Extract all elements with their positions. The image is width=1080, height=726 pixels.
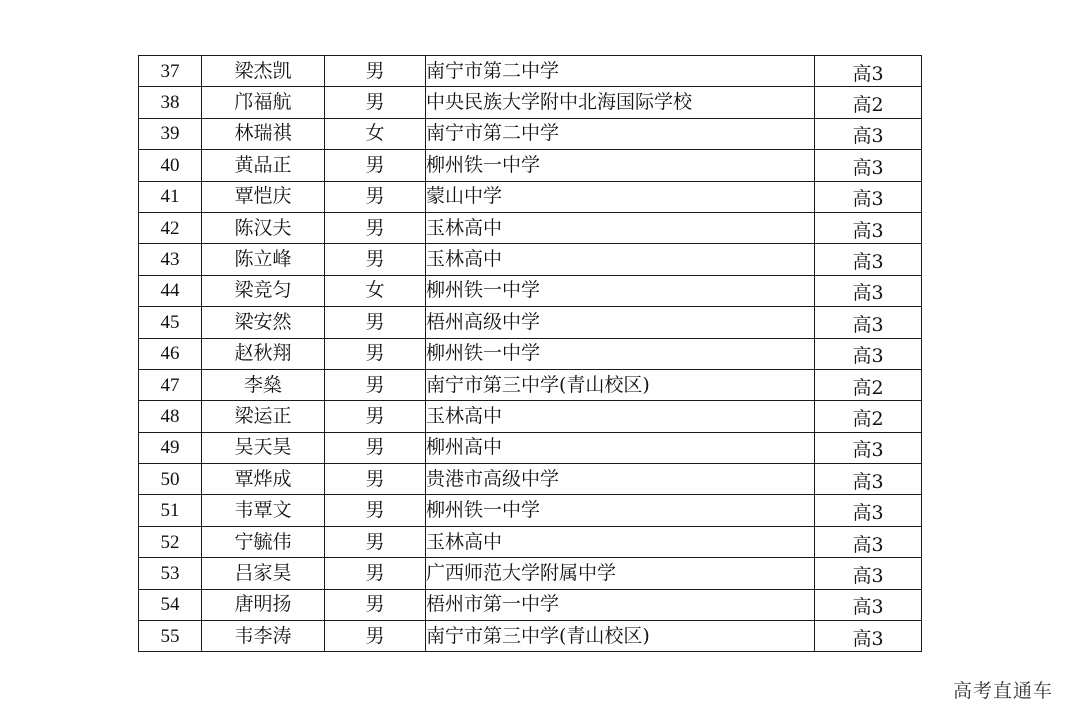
table-row: [139, 369, 922, 400]
school-text: 南宁市第三中学(青山校区): [426, 373, 650, 396]
row-number-text: 43: [160, 249, 180, 271]
student-name-cell: [202, 401, 325, 432]
grade-cell: [815, 369, 922, 400]
row-number-cell: [139, 307, 202, 338]
row-number-text: 39: [160, 123, 180, 145]
school-text: 梧州高级中学: [426, 310, 541, 333]
grade-text: 高2: [852, 407, 884, 430]
row-number-cell: [139, 369, 202, 400]
gender-cell: [325, 401, 426, 432]
student-name-text: 林瑞祺: [234, 122, 292, 145]
student-name-cell: [202, 369, 325, 400]
school-cell: [426, 118, 815, 149]
row-number-text: 38: [160, 92, 180, 114]
school-text: 中央民族大学附中北海国际学校: [426, 91, 693, 114]
grade-text: 高3: [852, 251, 884, 274]
student-name-text: 黄品正: [234, 153, 292, 176]
gender-text: 男: [365, 342, 385, 365]
grade-cell: [815, 495, 922, 526]
grade-text: 高3: [852, 125, 884, 148]
grade-cell: [815, 307, 922, 338]
watermark-label: 高考直通车: [952, 680, 1053, 702]
gender-cell: [325, 181, 426, 212]
student-name-cell: [202, 338, 325, 369]
row-number-text: 44: [160, 280, 180, 302]
grade-cell: [815, 56, 922, 87]
row-number-cell: [139, 621, 202, 652]
school-cell: [426, 589, 815, 620]
student-name-cell: [202, 212, 325, 243]
school-text: 蒙山中学: [426, 185, 503, 208]
student-name-text: 陈立峰: [234, 248, 292, 271]
student-name-cell: [202, 495, 325, 526]
grade-text: 高3: [852, 564, 884, 587]
school-cell: [426, 495, 815, 526]
school-text: 南宁市第二中学: [426, 122, 560, 145]
table-row: [139, 244, 922, 275]
student-name-text: 邝福航: [234, 91, 292, 114]
grade-text: 高3: [852, 219, 884, 242]
row-number-text: 55: [160, 625, 180, 647]
gender-cell: [325, 589, 426, 620]
row-number-text: 50: [160, 468, 180, 490]
gender-cell: [325, 275, 426, 306]
school-text: 玉林高中: [426, 216, 503, 239]
student-name-cell: [202, 558, 325, 589]
table-row: [139, 307, 922, 338]
gender-text: 女: [365, 122, 385, 145]
gender-text: 男: [365, 91, 385, 114]
row-number-text: 53: [160, 562, 180, 584]
grade-text: 高3: [852, 345, 884, 368]
school-text: 贵港市高级中学: [426, 467, 560, 490]
gender-cell: [325, 338, 426, 369]
row-number-text: 48: [160, 405, 180, 427]
table-row: [139, 495, 922, 526]
table-row: [139, 589, 922, 620]
row-number-cell: [139, 56, 202, 87]
gender-text: 男: [365, 593, 385, 616]
gender-cell: [325, 244, 426, 275]
school-cell: [426, 244, 815, 275]
grade-text: 高3: [852, 156, 884, 179]
gender-text: 男: [365, 248, 385, 271]
gender-cell: [325, 432, 426, 463]
school-cell: [426, 338, 815, 369]
gender-text: 女: [365, 279, 385, 302]
school-cell: [426, 558, 815, 589]
school-text: 柳州铁一中学: [426, 499, 541, 522]
school-text: 广西师范大学附属中学: [426, 561, 617, 584]
student-name-cell: [202, 87, 325, 118]
gender-cell: [325, 464, 426, 495]
grade-text: 高3: [852, 62, 884, 85]
grade-cell: [815, 87, 922, 118]
student-name-cell: [202, 432, 325, 463]
table-row: [139, 401, 922, 432]
gender-cell: [325, 558, 426, 589]
school-text: 玉林高中: [426, 404, 503, 427]
student-name-text: 唐明扬: [234, 593, 292, 616]
grade-cell: [815, 118, 922, 149]
student-name-text: 梁运正: [234, 404, 292, 427]
school-text: 玉林高中: [426, 248, 503, 271]
table-row: [139, 621, 922, 652]
row-number-text: 41: [160, 186, 180, 208]
grade-cell: [815, 464, 922, 495]
student-name-text: 梁安然: [234, 310, 292, 333]
grade-text: 高2: [852, 376, 884, 399]
school-cell: [426, 621, 815, 652]
table-row: [139, 526, 922, 557]
grade-text: 高3: [852, 627, 884, 650]
school-text: 玉林高中: [426, 530, 503, 553]
table-row: [139, 464, 922, 495]
student-name-text: 赵秋翔: [234, 342, 292, 365]
grade-text: 高2: [852, 94, 884, 117]
grade-cell: [815, 589, 922, 620]
table-row: [139, 558, 922, 589]
student-name-cell: [202, 150, 325, 181]
school-text: 柳州高中: [426, 436, 503, 459]
row-number-text: 52: [160, 531, 180, 553]
student-name-text: 吴天昊: [234, 436, 292, 459]
school-text: 柳州铁一中学: [426, 153, 541, 176]
student-name-text: 梁杰凯: [234, 59, 292, 82]
gender-text: 男: [365, 499, 385, 522]
row-number-cell: [139, 244, 202, 275]
gender-cell: [325, 212, 426, 243]
student-name-cell: [202, 275, 325, 306]
row-number-text: 46: [160, 343, 180, 365]
student-name-cell: [202, 589, 325, 620]
school-text: 南宁市第二中学: [426, 59, 560, 82]
gender-cell: [325, 526, 426, 557]
gender-text: 男: [365, 561, 385, 584]
grade-cell: [815, 432, 922, 463]
student-name-text: 梁竞匀: [234, 279, 292, 302]
gender-text: 男: [365, 59, 385, 82]
grade-cell: [815, 212, 922, 243]
row-number-cell: [139, 338, 202, 369]
gender-cell: [325, 495, 426, 526]
school-cell: [426, 432, 815, 463]
gender-cell: [325, 307, 426, 338]
school-text: 柳州铁一中学: [426, 279, 541, 302]
row-number-cell: [139, 118, 202, 149]
school-text: 梧州市第一中学: [426, 593, 560, 616]
student-name-cell: [202, 307, 325, 338]
student-roster-table: [138, 55, 922, 652]
school-cell: [426, 150, 815, 181]
gender-cell: [325, 56, 426, 87]
student-name-cell: [202, 464, 325, 495]
table-row: [139, 432, 922, 463]
row-number-cell: [139, 464, 202, 495]
row-number-text: 54: [160, 594, 180, 616]
student-name-cell: [202, 526, 325, 557]
grade-cell: [815, 621, 922, 652]
school-cell: [426, 526, 815, 557]
row-number-text: 45: [160, 311, 180, 333]
row-number-cell: [139, 150, 202, 181]
school-cell: [426, 275, 815, 306]
grade-cell: [815, 244, 922, 275]
row-number-cell: [139, 558, 202, 589]
gender-text: 男: [365, 467, 385, 490]
gender-cell: [325, 118, 426, 149]
gender-text: 男: [365, 530, 385, 553]
grade-cell: [815, 558, 922, 589]
school-cell: [426, 56, 815, 87]
row-number-text: 37: [160, 60, 180, 82]
row-number-cell: [139, 275, 202, 306]
gender-cell: [325, 87, 426, 118]
row-number-text: 40: [160, 154, 180, 176]
table-row: [139, 87, 922, 118]
school-cell: [426, 212, 815, 243]
table-row: [139, 56, 922, 87]
row-number-text: 49: [160, 437, 180, 459]
student-name-text: 韦李涛: [234, 624, 292, 647]
row-number-text: 42: [160, 217, 180, 239]
grade-cell: [815, 275, 922, 306]
row-number-cell: [139, 589, 202, 620]
table-row: [139, 118, 922, 149]
grade-text: 高3: [852, 188, 884, 211]
grade-cell: [815, 401, 922, 432]
grade-text: 高3: [852, 313, 884, 336]
table-row: [139, 275, 922, 306]
row-number-cell: [139, 401, 202, 432]
row-number-cell: [139, 432, 202, 463]
row-number-text: 47: [160, 374, 180, 396]
grade-text: 高3: [852, 596, 884, 619]
roster-sheet: [138, 55, 918, 652]
student-name-cell: [202, 118, 325, 149]
gender-cell: [325, 621, 426, 652]
school-cell: [426, 401, 815, 432]
gender-cell: [325, 369, 426, 400]
student-name-cell: [202, 56, 325, 87]
gender-text: 男: [365, 436, 385, 459]
row-number-cell: [139, 181, 202, 212]
gender-text: 男: [365, 624, 385, 647]
school-cell: [426, 307, 815, 338]
grade-text: 高3: [852, 439, 884, 462]
student-name-text: 吕家昊: [234, 561, 292, 584]
gender-text: 男: [365, 216, 385, 239]
student-name-text: 覃烨成: [234, 467, 292, 490]
student-name-text: 覃恺庆: [234, 185, 292, 208]
row-number-text: 51: [160, 500, 180, 522]
row-number-cell: [139, 495, 202, 526]
row-number-cell: [139, 212, 202, 243]
table-row: [139, 150, 922, 181]
school-cell: [426, 181, 815, 212]
gender-text: 男: [365, 310, 385, 333]
grade-text: 高3: [852, 470, 884, 493]
roster-body: [139, 56, 922, 652]
row-number-cell: [139, 87, 202, 118]
student-name-cell: [202, 621, 325, 652]
student-name-cell: [202, 244, 325, 275]
school-text: 柳州铁一中学: [426, 342, 541, 365]
table-row: [139, 212, 922, 243]
school-cell: [426, 464, 815, 495]
student-name-text: 韦覃文: [234, 499, 292, 522]
student-name-text: 李燊: [243, 373, 282, 396]
student-name-text: 宁毓伟: [234, 530, 292, 553]
school-cell: [426, 369, 815, 400]
grade-cell: [815, 338, 922, 369]
table-row: [139, 181, 922, 212]
grade-cell: [815, 150, 922, 181]
gender-cell: [325, 150, 426, 181]
school-cell: [426, 87, 815, 118]
gender-text: 男: [365, 185, 385, 208]
student-name-text: 陈汉夫: [234, 216, 292, 239]
grade-text: 高3: [852, 502, 884, 525]
gender-text: 男: [365, 373, 385, 396]
table-row: [139, 338, 922, 369]
gender-text: 男: [365, 153, 385, 176]
gender-text: 男: [365, 404, 385, 427]
grade-cell: [815, 181, 922, 212]
grade-cell: [815, 526, 922, 557]
row-number-cell: [139, 526, 202, 557]
school-text: 南宁市第三中学(青山校区): [426, 624, 650, 647]
grade-text: 高3: [852, 533, 884, 556]
student-name-cell: [202, 181, 325, 212]
grade-text: 高3: [852, 282, 884, 305]
